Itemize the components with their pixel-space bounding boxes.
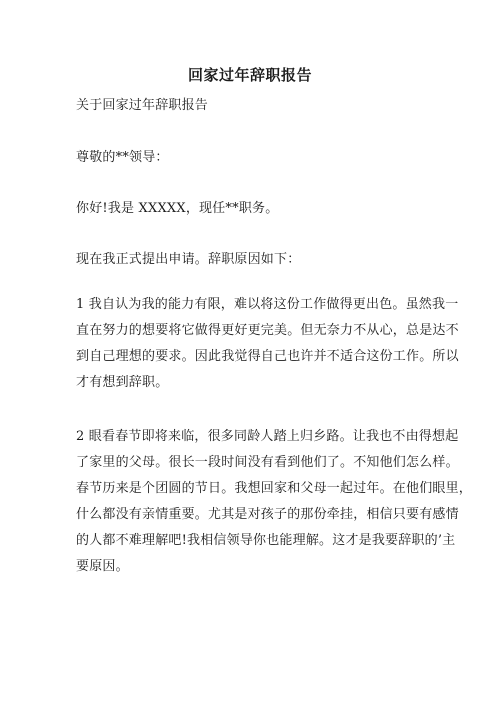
greeting-line: 你好!我是 XXXXX，现任**职务。 [76,201,279,216]
paragraph-line: 的人都不难理解吧!我相信领导你也能理解。这才是我要辞职的’主 [76,533,456,548]
document-subtitle: 关于回家过年辞职报告 [76,98,209,113]
intro-line: 现在我正式提出申请。辞职原因如下： [76,252,301,267]
reason-1-paragraph [76,292,459,396]
paragraph-line: 才有想到辞职。 [76,375,169,390]
salutation: 尊敬的**领导： [76,150,169,165]
paragraph-line: 1 我自认为我的能力有限，难以将这份工作做得更出色。虽然我一 [76,297,459,312]
paragraph-line: 了家里的父母。很长一段时间没有看到他们了。不知他们怎么样。 [76,455,459,470]
paragraph-line: 直在努力的想要将它做得更好更完美。但无奈力不从心，总是达不 [76,323,459,338]
reason-2-paragraph [76,424,473,580]
paragraph-line: 什么都没有亲情重要。尤其是对孩子的那份牵挂，相信只要有感情 [76,507,459,522]
document-title: 回家过年辞职报告 [187,66,312,84]
paragraph-line: 2 眼看春节即将来临，很多同龄人踏上归乡路。让我也不由得想起 [76,429,459,444]
paragraph-line: 到自己理想的要求。因此我觉得自己也许并不适合这份工作。所以 [76,349,459,364]
paragraph-line: 春节历来是个团圆的节日。我想回家和父母一起过年。在他们眼里， [76,481,473,496]
paragraph-line: 要原因。 [76,559,129,574]
